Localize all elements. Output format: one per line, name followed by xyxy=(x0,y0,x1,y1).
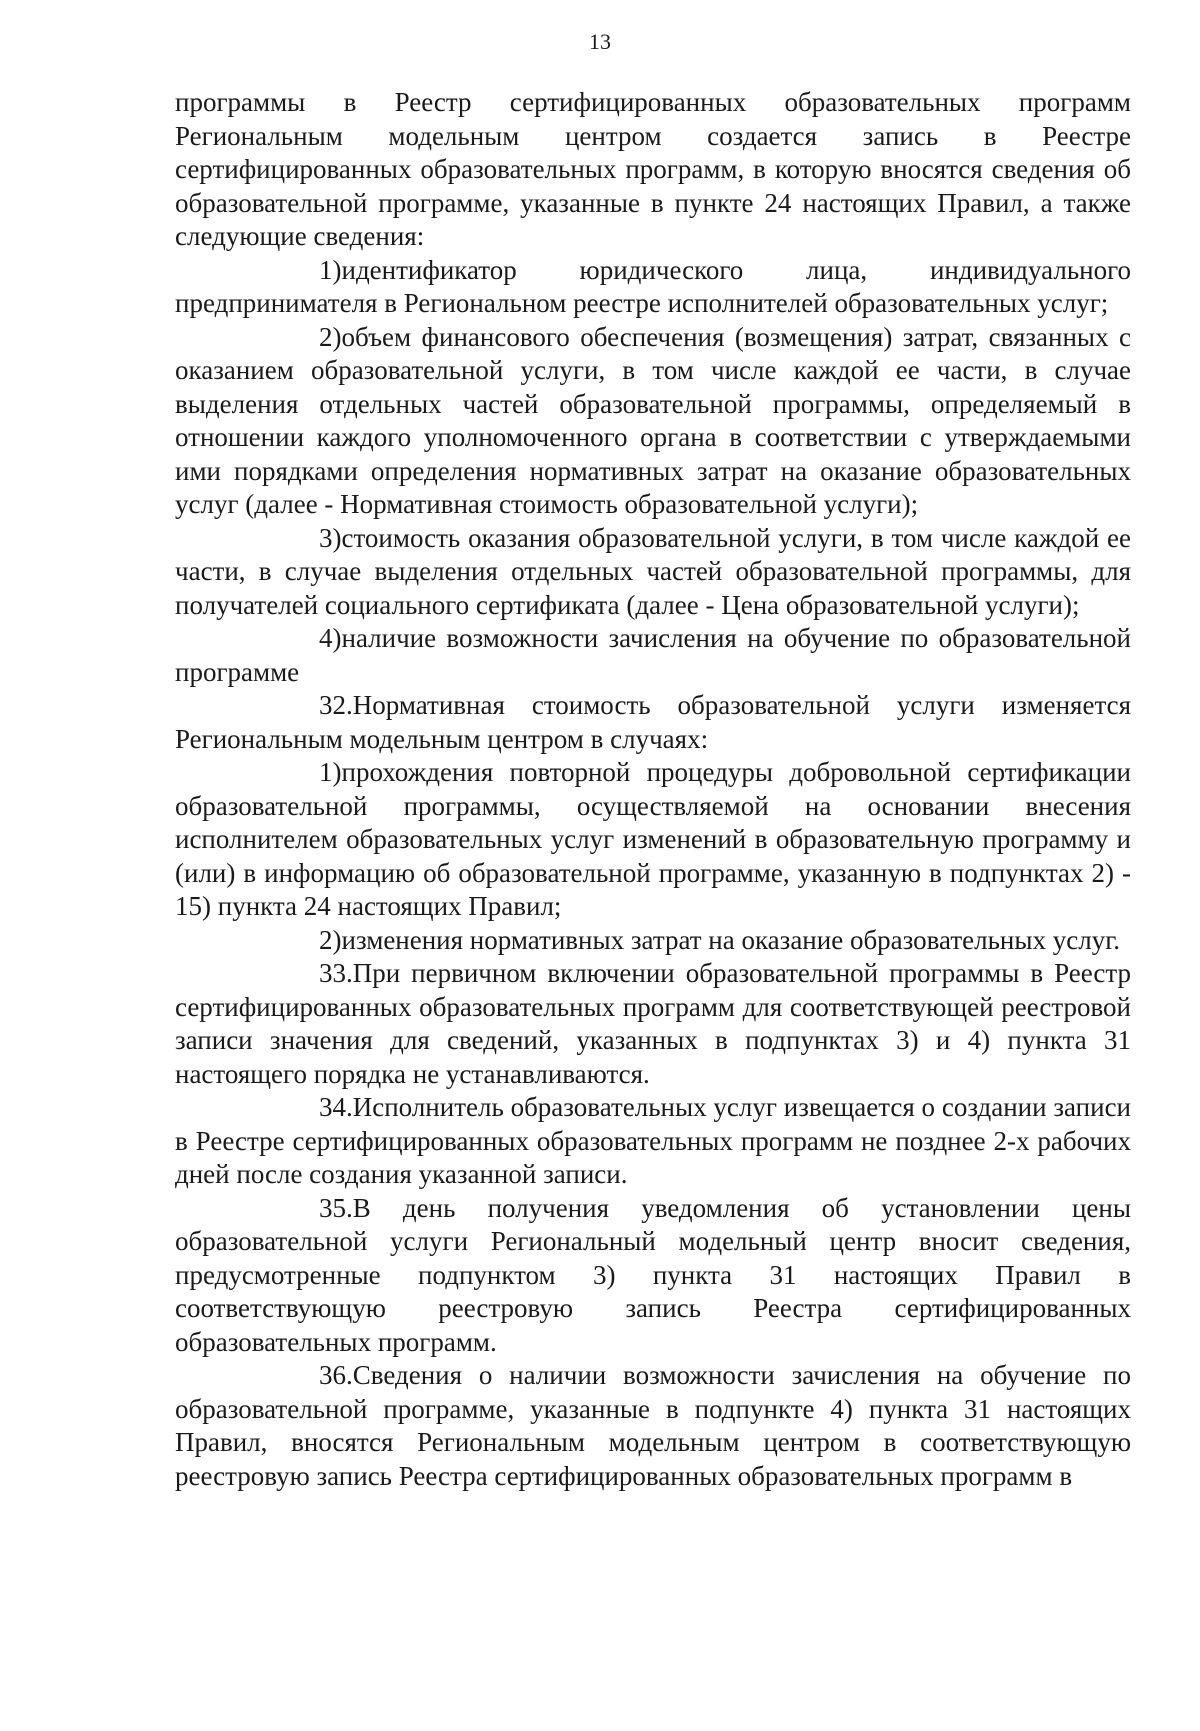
clause-number: 32. xyxy=(319,690,353,720)
item-number: 1) xyxy=(319,757,342,787)
paragraph-text: Исполнитель образовательных услуг извещается о создании записи в Реестре сертифицированных образовательных программ не позднее 2-х рабочих дней после создания указанной записи. xyxy=(175,1092,1131,1189)
list-item xyxy=(175,321,1131,522)
paragraph-text: стоимость оказания образовательной услуги, в том числе каждой ее части, в случае выделения отдельных частей образовательной программы, для получателей социального сертификата (далее - Цена образовательной услуги); xyxy=(175,522,1131,620)
list-item xyxy=(175,756,1131,924)
item-number: 3) xyxy=(319,522,342,553)
clause xyxy=(175,957,1131,1091)
clause xyxy=(175,1091,1131,1192)
item-number: 1) xyxy=(319,254,342,285)
page-number: 13 xyxy=(589,29,611,54)
paragraph-continuation xyxy=(175,86,1131,254)
item-number: 2) xyxy=(319,924,342,955)
item-number: 4) xyxy=(319,623,342,653)
clause-number: 35. xyxy=(319,1192,353,1223)
clause-number: 36. xyxy=(319,1360,353,1390)
paragraph-text: При первичном включении образовательной программы в Реестр сертифицированных образовательных программ для соответствующей реестровой записи значения для сведений, указанных в подпунктах 3) и 4) пункта 31 настоящего порядка не устанавливаются. xyxy=(175,958,1131,1089)
paragraph-text: программы в Реестр сертифицированных образовательных программ Региональным модельным центром создается запись в Реестре сертифицированных образовательных программ, в которую вносятся сведения об образовательной программе, указанные в пункте 24 настоящих Правил, а также следующие сведения: xyxy=(175,87,1131,251)
document-body xyxy=(175,86,1131,1493)
paragraph-text: объем финансового обеспечения (возмещения) затрат, связанных с оказанием образовательной услуги, в том числе каждой ее части, в случае выделения отдельных частей образовательной программы, определяемый в отношении каждого уполномоченного органа в соответствии с утверждаемыми ими порядками определения нормативных затрат на оказание образовательных услуг (далее - Нормативная стоимость образовательной услуги); xyxy=(175,321,1131,519)
paragraph-text: Сведения о наличии возможности зачисления на обучение по образовательной программе, указанные в подпункте 4) пункта 31 настоящих Правил, вносятся Региональным модельным центром в соответствующую реестровую запись Реестра сертифицированных образовательных программ в xyxy=(175,1360,1131,1491)
list-item xyxy=(175,622,1131,689)
list-item xyxy=(175,254,1131,321)
item-number: 2) xyxy=(319,321,342,352)
clause xyxy=(175,1192,1131,1360)
list-item xyxy=(175,924,1131,958)
clause xyxy=(175,689,1131,756)
paragraph-text: идентификатор юридического лица, индивидуального предпринимателя в Региональном реестре исполнителей образовательных услуг; xyxy=(175,254,1131,318)
clause xyxy=(175,1359,1131,1493)
clause-number: 34. xyxy=(319,1092,353,1122)
paragraph-text: Нормативная стоимость образовательной услуги изменяется Региональным модельным центром в случаях: xyxy=(175,690,1131,754)
list-item xyxy=(175,522,1131,623)
paragraph-text: наличие возможности зачисления на обучение по образовательной программе xyxy=(175,623,1131,687)
paragraph-text: В день получения уведомления об установлении цены образовательной услуги Региональный модельный центр вносит сведения, предусмотренные подпунктом 3) пункта 31 настоящих Правил в соответствующую реестровую запись Реестра сертифицированных образовательных программ. xyxy=(175,1192,1131,1357)
paragraph-text: прохождения повторной процедуры добровольной сертификации образовательной программы, осуществляемой на основании внесения исполнителем образовательных услуг изменений в образовательную программу и (или) в информацию об образовательной программе, указанную в подпунктах 2) - 15) пункта 24 настоящих Правил; xyxy=(175,757,1131,921)
paragraph-text: изменения нормативных затрат на оказание образовательных услуг. xyxy=(341,924,1120,955)
clause-number: 33. xyxy=(319,958,353,988)
